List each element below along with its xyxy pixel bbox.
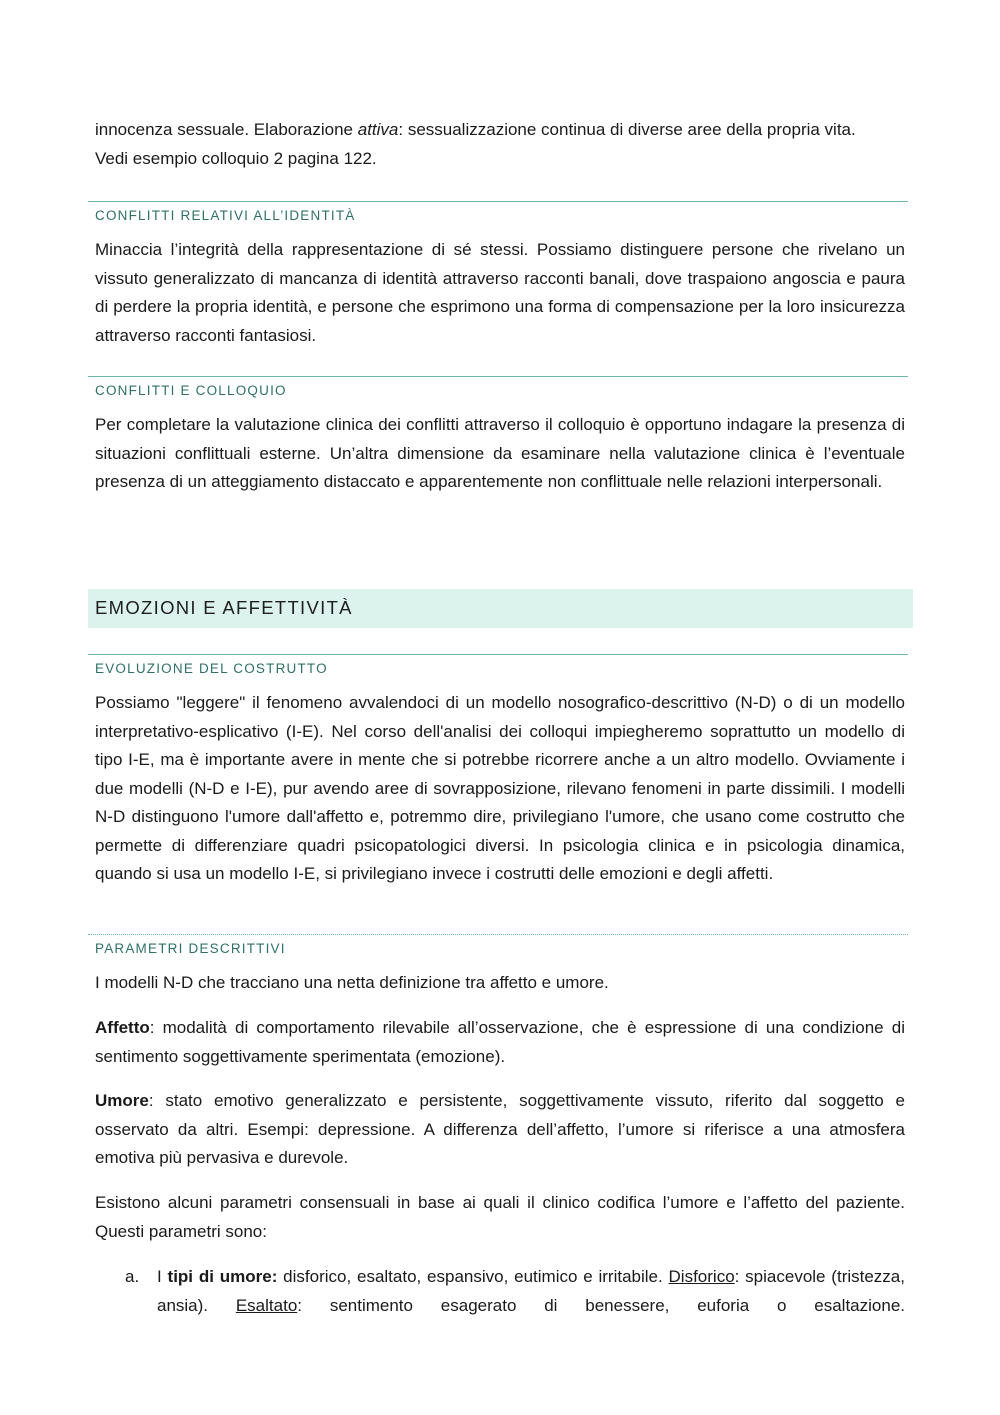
list-text-2: : spiacevole (tristezza, ansia). — [157, 1267, 905, 1315]
paragraph-colloquio — [95, 411, 905, 497]
tipi-umore-term: tipi di umore: — [167, 1267, 278, 1286]
list-marker: a. — [125, 1267, 140, 1286]
paragraph-identita — [95, 236, 905, 350]
identita-body: Minaccia l’integrità della rappresentazione di sé stessi. Possiamo distinguere persone che rivelano un vissuto generalizzato di mancanza di identità attraverso racconti banali, dove traspaiono angoscia e paura di perdere la propria identità, e persone che esprimono una forma di compensazione per la loro insicurezza attraverso racconti fantasiosi. — [95, 240, 905, 345]
list-lead: I — [157, 1267, 168, 1286]
affetto-term: Affetto — [95, 1018, 150, 1037]
list-item-content — [157, 1263, 905, 1320]
intro-line-2: Vedi esempio colloquio 2 pagina 122. — [95, 148, 377, 168]
parametri-p1: I modelli N-D che tracciano una netta definizione tra affetto e umore. — [95, 973, 609, 992]
umore-term: Umore — [95, 1091, 149, 1110]
paragraph-evoluzione — [95, 689, 905, 889]
affetto-definition: : modalità di comportamento rilevabile all’osservazione, che è espressione di una condizione di sentimento soggettivamente sperimentata (emozione). — [95, 1018, 905, 1066]
heading-evoluzione-costrutto: EVOLUZIONE DEL COSTRUTTO — [95, 661, 328, 676]
heading-conflitti-colloquio: CONFLITTI E COLLOQUIO — [95, 383, 287, 398]
section-rule — [88, 376, 908, 377]
list-text-3: : sentimento esagerato di benessere, euforia o esaltazione. — [297, 1295, 905, 1315]
chapter-heading-band — [88, 589, 913, 628]
heading-conflitti-identita: CONFLITTI RELATIVI ALL’IDENTITÀ — [95, 208, 356, 223]
parametri-p4: Esistono alcuni parametri consensuali in base ai quali il clinico codifica l’umore e l’affetto del paziente. Questi parametri sono: — [95, 1193, 905, 1241]
paragraph-affetto — [95, 1014, 905, 1071]
evoluzione-body: Possiamo "leggere" il fenomeno avvalendoci di un modello nosografico-descrittivo (N-D) o di un modello interpretativo-esplicativo (I-E). Nel corso dell'analisi dei colloqui impiegheremo soprattutto un modello di tipo I-E, ma è importante avere in mente che si potrebbe ricorrere anche a un altro modello. Ovviamente i due modelli (N-D e I-E), pur avendo aree di sovrapposizione, rilevano fenomeni in parte dissimili. I modelli N-D distinguono l'umore dall'affetto e, potremmo dire, privilegiano l'umore, che usano come costrutto che permette di differenziare quadri psicopatologici diversi. In psicologia clinica e in psicologia dinamica, quando si usa un modello I-E, si privilegiano invece i costrutti delle emozioni e degli affetti. — [95, 693, 905, 883]
intro-paragraph — [95, 116, 905, 173]
intro-italic-word: attiva — [357, 120, 399, 139]
intro-text-b: : sessualizzazione continua di diverse aree della propria vita. — [398, 120, 856, 139]
list-text-1: disforico, esaltato, espansivo, eutimico e irritabile. — [277, 1267, 669, 1286]
paragraph-parametri-intro — [95, 969, 905, 998]
colloquio-body: Per completare la valutazione clinica dei conflitti attraverso il colloquio è opportuno indagare la presenza di situazioni conflittuali esterne. Un’altra dimensione da esaminare nella valutazione clinica è l’eventuale presenza di un atteggiamento distaccato e apparentemente non conflittuale nelle relazioni interpersonali. — [95, 415, 905, 491]
umore-definition: : stato emotivo generalizzato e persistente, soggettivamente vissuto, riferito dal soggetto e osservato da altri. Esempi: depressione. A differenza dell’affetto, l’umore si riferisce a una atmosfera emotiva più pervasiva e durevole. — [95, 1091, 905, 1167]
intro-text-a: innocenza sessuale. Elaborazione — [95, 120, 358, 139]
paragraph-umore — [95, 1087, 905, 1173]
chapter-title: EMOZIONI E AFFETTIVITÀ — [95, 597, 353, 618]
esaltato-term: Esaltato — [235, 1295, 298, 1315]
section-rule-dotted — [88, 934, 908, 935]
section-rule — [88, 654, 908, 655]
heading-parametri-descrittivi: PARAMETRI DESCRITTIVI — [95, 941, 286, 956]
paragraph-parametri-consensuali — [95, 1189, 905, 1246]
section-rule — [88, 201, 908, 202]
disforico-term: Disforico — [668, 1267, 735, 1286]
